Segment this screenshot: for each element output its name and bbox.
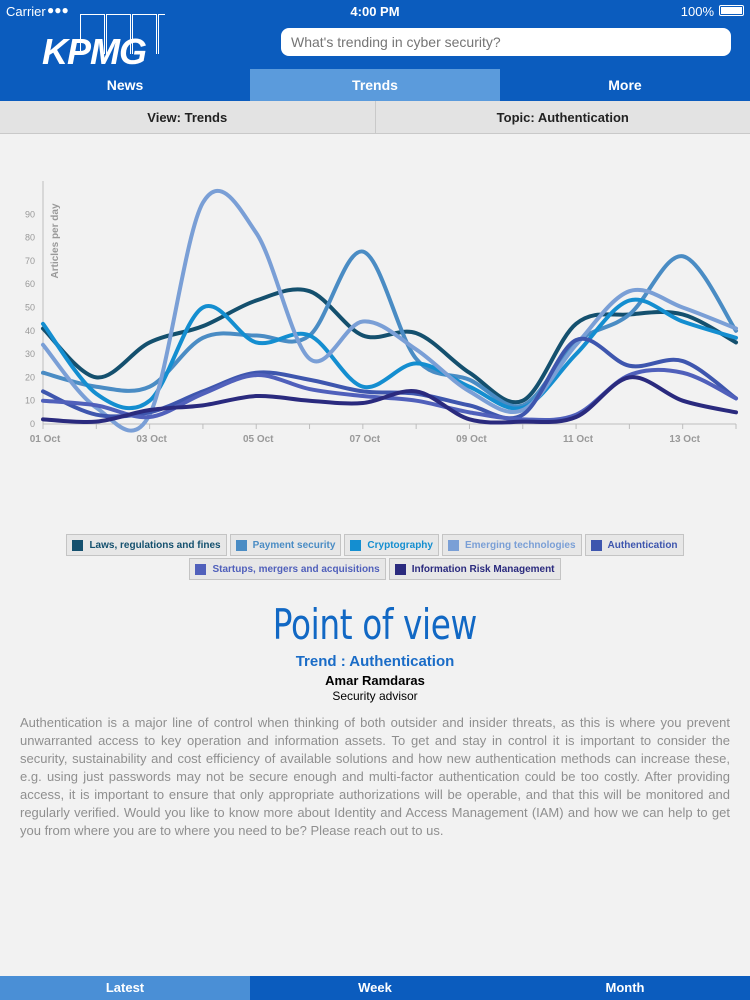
tab-more[interactable]: More: [608, 77, 642, 93]
pov-title: Point of view: [272, 600, 478, 649]
view-selector[interactable]: View: Trends: [0, 101, 376, 133]
battery-icon: [719, 5, 744, 16]
x-tick-label: 03 Oct: [136, 434, 167, 445]
trend-chart: [0, 135, 750, 475]
legend-label: Authentication: [607, 539, 678, 551]
legend-label: Emerging technologies: [464, 539, 576, 551]
legend-swatch: [350, 540, 361, 551]
legend-label: Startups, mergers and acquisitions: [212, 563, 380, 575]
y-tick-label: 90: [24, 209, 35, 220]
legend-swatch: [72, 540, 83, 551]
legend-item[interactable]: [189, 558, 385, 580]
y-axis-label: Articles per day: [50, 203, 61, 279]
legend-item[interactable]: [389, 558, 561, 580]
filter-bar: [0, 101, 750, 134]
x-tick-label: 05 Oct: [242, 434, 274, 445]
legend-label: Laws, regulations and fines: [89, 539, 221, 551]
logo-text: KPMG: [42, 31, 146, 72]
status-time: 4:00 PM: [350, 4, 400, 19]
pov-trend: Trend : Authentication: [295, 653, 455, 670]
pov-author: Amar Ramdaras: [325, 673, 425, 688]
legend-item[interactable]: [344, 534, 439, 556]
legend-item[interactable]: [585, 534, 684, 556]
pov-body-text: Authentication is a major line of control when thinking of both outsider and insider threats, as this is where you prevent unwarranted access to key operation and information assets. To get and stay in control it is important to consider the security, sustainability and cost efficiency of available solutions and how new authentication methods can increase these, e.g. using just passwords may not be secure enough and multi-factor authentication could be too costly. After providing access, it is important to ensure that only appropriate authorizations will be operable, and that this will be monitored and regularly verified. Would you like to know more about Identity and Access Management (IAM) and how we can help to get you from where you are to where you need to be? Please reach out to us.: [20, 715, 730, 838]
y-tick-label: 50: [24, 302, 35, 313]
x-tick-label: 07 Oct: [349, 434, 381, 445]
search-input[interactable]: [281, 28, 731, 56]
series-line-1[interactable]: [43, 289, 736, 402]
legend-label: Payment security: [252, 539, 336, 551]
x-tick-label: 13 Oct: [669, 434, 700, 445]
y-tick-label: 30: [24, 349, 35, 360]
legend-label: Cryptography: [367, 539, 433, 551]
y-tick-label: 60: [24, 279, 35, 290]
tab-latest[interactable]: Latest: [0, 976, 250, 1000]
main-tabs: [0, 69, 750, 101]
x-tick-label: 01 Oct: [29, 434, 61, 445]
x-tick-label: 09 Oct: [456, 434, 487, 445]
battery-percent: 100%: [680, 4, 714, 19]
app-header: [0, 0, 750, 101]
legend-swatch: [448, 540, 459, 551]
point-of-view-section: [0, 600, 750, 703]
y-tick-label: 20: [24, 372, 35, 383]
legend-swatch: [395, 564, 406, 575]
topic-selector[interactable]: Topic: Authentication: [496, 110, 629, 125]
y-tick-label: 40: [24, 325, 35, 336]
legend-item[interactable]: [230, 534, 342, 556]
y-tick-label: 80: [24, 232, 35, 243]
pov-role: Security advisor: [332, 689, 418, 703]
chart-legend: [0, 534, 750, 582]
y-tick-label: 10: [24, 395, 35, 406]
carrier-label: Carrier: [6, 4, 46, 19]
kpmg-logo: [40, 14, 170, 72]
period-tabs: [0, 976, 750, 1000]
tab-trends[interactable]: Trends: [250, 69, 500, 101]
tab-month[interactable]: Month: [605, 980, 645, 995]
legend-label: Information Risk Management: [411, 563, 555, 575]
y-tick-label: 0: [29, 419, 35, 429]
legend-item[interactable]: [442, 534, 582, 556]
y-tick-label: 70: [24, 255, 35, 266]
x-tick-label: 11 Oct: [563, 434, 594, 445]
tab-week[interactable]: Week: [358, 980, 392, 995]
legend-item[interactable]: [66, 534, 226, 556]
tab-news[interactable]: News: [106, 77, 144, 93]
legend-swatch: [236, 540, 247, 551]
wifi-icon: ●●●: [47, 3, 69, 17]
legend-swatch: [195, 564, 206, 575]
legend-swatch: [591, 540, 602, 551]
